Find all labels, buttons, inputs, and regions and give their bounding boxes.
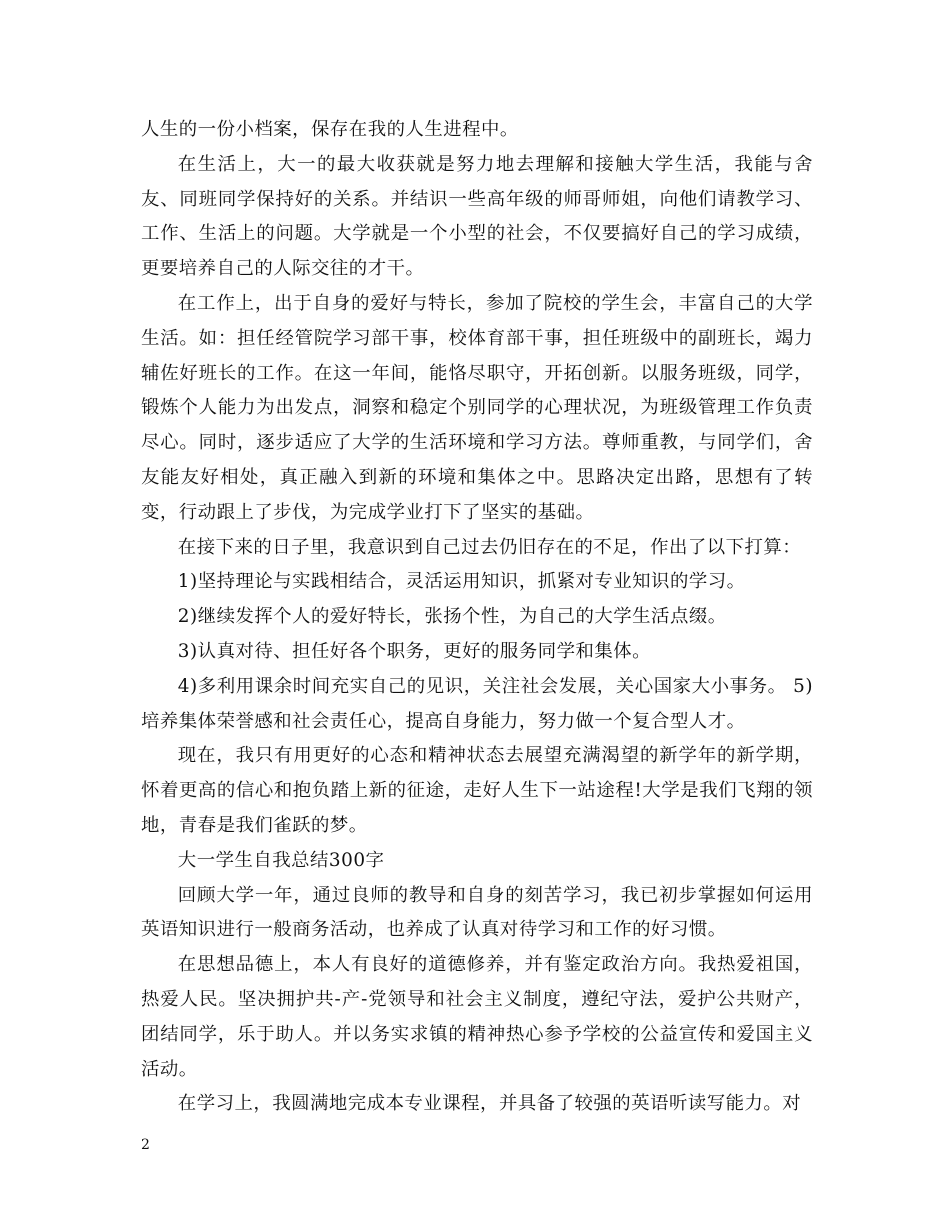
list-item: 2)继续发挥个人的爱好特长，张扬个性，为自己的大学生活点缀。 <box>177 606 727 628</box>
paragraph: 在生活上，大一的最大收获就是努力地去理解和接触大学生活，我能与舍友、同班同学保持好的关系。并结识一些高年级的师哥师姐，向他们请教学习、工作、生活上的问题。大学就是一个小型的社会，不仅要搞好自己的学习成绩，更要培养自己的人际交往的才干。 <box>141 153 813 280</box>
paragraph: 在学习上，我圆满地完成本专业课程，并具备了较强的英语听读写能力。对 <box>177 1093 802 1115</box>
list-item: 3)认真对待、担任好各个职务，更好的服务同学和集体。 <box>177 640 652 662</box>
paragraph: 在思想品德上，本人有良好的道德修养，并有鉴定政治方向。我热爱祖国，热爱人民。坚决拥护共-产-党领导和社会主义制度，遵纪守法，爱护公共财产，团结同学，乐于助人。并以务实求镇的精神热心参予学校的公益宣传和爱国主义活动。 <box>141 954 813 1080</box>
paragraph: 回顾大学一年，通过良师的教导和自身的刻苦学习，我已初步掌握如何运用英语知识进行一般商务活动，也养成了认真对待学习和工作的好习惯。 <box>141 884 813 941</box>
list-item: 4)多利用课余时间充实自己的见识，关注社会发展，关心国家大小事务。 5)培养集体荣誉感和社会责任心，提高自身能力，努力做一个复合型人才。 <box>141 675 813 732</box>
document-body <box>141 113 813 1122</box>
paragraph: 人生的一份小档案，保存在我的人生进程中。 <box>141 119 519 140</box>
paragraph: 在工作上，出于自身的爱好与特长，参加了院校的学生会，丰富自己的大学生活。如：担任经管院学习部干事，校体育部干事，担任班级中的副班长，竭力辅佐好班长的工作。在这一年间，能恪尽职守，开拓创新。以服务班级，同学，锻炼个人能力为出发点，洞察和稳定个别同学的心理状况，为班级管理工作负责尽心。同时，逐步适应了大学的生活环境和学习方法。尊师重教，与同学们，舍友能友好相处，真正融入到新的环境和集体之中。思路决定出路，思想有了转变，行动跟上了步伐，为完成学业打下了坚实的基础。 <box>141 292 813 523</box>
paragraph: 在接下来的日子里，我意识到自己过去仍旧存在的不足，作出了以下打算： <box>177 536 802 558</box>
paragraph: 现在，我只有用更好的心态和精神状态去展望充满渴望的新学年的新学期，怀着更高的信心和抱负踏上新的征途，走好人生下一站途程!大学是我们飞翔的领地，青春是我们雀跃的梦。 <box>141 745 813 836</box>
page-number: 2 <box>141 1137 150 1153</box>
section-heading: 大一学生自我总结300字 <box>177 849 385 871</box>
list-item: 1)坚持理论与实践相结合，灵活运用知识，抓紧对专业知识的学习。 <box>177 571 746 593</box>
